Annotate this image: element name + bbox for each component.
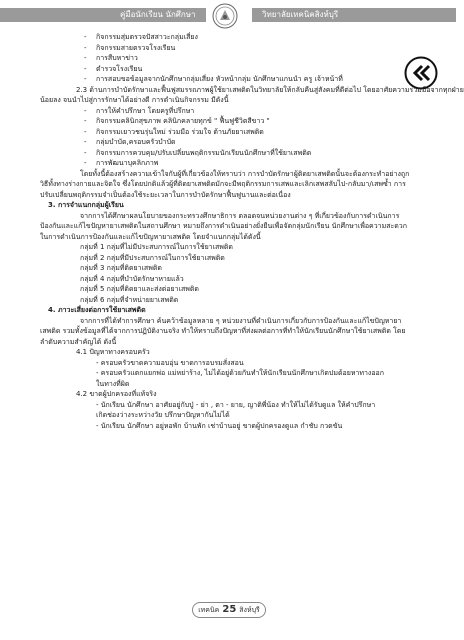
text-line: - กิจกรรมการควบคุม/ปรับเปลี่ยนพฤติกรรมนักเรียนนักศึกษาที่ใช้ยาเสพติด — [40, 148, 412, 159]
header-left-title: คู่มือนักเรียน นักศึกษา — [120, 10, 196, 19]
text-line: 2.3 ด้านการบำบัดรักษาและฟื้นฟูสมรรถภาพผู้ใช้ยาเสพติดในวิทยาลัยให้กลับคืนสู่สังคมที่ดีต่อไป โดยอาศัยความร่วมมือจากทุกฝ่าย — [76, 85, 464, 94]
college-seal-icon — [212, 3, 238, 29]
text-line: - ตำรวจโรงเรียน — [40, 64, 412, 75]
header-right-title: วิทยาลัยเทคนิคสิงห์บุรี — [262, 10, 339, 19]
text-line: ในทางที่ผิด — [96, 379, 130, 388]
text-line: กลุ่มที่ 4 กลุ่มที่บำบัดรักษาหายแล้ว — [80, 274, 184, 283]
text-line: เกิดช่องว่างระหว่างวัย ปรึกษาปัญหากันไม่ได้ — [96, 411, 230, 419]
page-number: 25 — [222, 604, 237, 615]
text-line: - กิจกรรมคลินิกสุขภาพ คลินิกคลายทุกข์ " ฟื้นฟูชีวิตสีขาว " — [40, 116, 412, 127]
text-line: - นักเรียน นักศึกษา อยู่หอพัก บ้านพัก เช่าบ้านอยู่ ขาดผู้ปกครองดูแล กำชับ กวดขัน — [96, 421, 343, 430]
document-body — [40, 32, 464, 431]
text-line: - การสอบขอข้อมูลจากนักศึกษากลุ่มเสี่ยง หัวหน้ากลุ่ม นักศึกษาแกนนำ ครู เจ้าหน้าที่ — [40, 74, 412, 85]
text-line: - กิจกรรมสุ่มตรวจปัสสาวะกลุ่มเสี่ยง — [40, 32, 412, 43]
text-line: - นักเรียน นักศึกษา อาศัยอยู่กับปู่ - ย่า , ตา - ยาย, ญาติพี่น้อง ทำให้ไม่ได้รับดูแล ให้คำปรึกษา — [96, 400, 376, 409]
footer-suffix: สิงห์บุรี — [239, 606, 260, 614]
paragraph: โดยทั้งนี้ต้องสร้างความเข้าใจกับผู้ที่เกี่ยวข้องให้ทราบว่า การบำบัดรักษาผู้ติดยาเสพติดนั้นจะต้องกระทำอย่างถูกวิธีทั้งทางร่างกายและจิตใจ ซึ่งโดยปกติแล้วผู้ที่ติดยาเสพติดมักจะมีพฤติกรรมการเสพและเลิกเสพสลับไป-กลับมา/เสพซ้ำ การปรับเปลี่ยนพฤติกรรมจำเป็นต้องใช้ระยะเวลาในการบำบัดรักษาฟื้นฟูนานและต่อเนื่อง — [40, 169, 410, 199]
text-line: กลุ่มที่ 2 กลุ่มที่มีประสบการณ์ในการใช้ยาเสพติด — [80, 253, 225, 262]
text-line: - กลุ่มบำบัด,ครอบครัวบำบัด — [40, 137, 412, 148]
text-line: กลุ่มที่ 5 กลุ่มที่ติดยาและส่งต่อยาเสพติด — [80, 285, 199, 293]
page-number-badge — [192, 602, 266, 618]
text-line: - ครอบครัวขาดความอบอุ่น ขาดการอบรมสั่งสอน — [96, 358, 244, 367]
text-line: - การพัฒนาบุคลิกภาพ — [40, 158, 412, 169]
section-heading: 4. ภาวะเสี่ยงต่อการใช้ยาเสพติด — [48, 306, 146, 314]
paragraph: จากการที่ได้ทำการศึกษา ค้นคว้าข้อมูลหลาย ๆ หน่วยงานที่ดำเนินการเกี่ยวกับการป้องกันและแก้ไขปัญหายาเสพติด รวมทั้งข้อมูลที่ได้จากการปฏิบัติงานจริง ทำให้ทราบถึงปัญหาที่ส่งผลต่อการที่ทำให้นักเรียนนักศึกษาใช้ยาเสพติด โดยลำดับความสำคัญได้ ดังนี้ — [40, 316, 406, 346]
paragraph: จากการได้ศึกษาผลนโยบายของกระทรวงศึกษาธิการ ตลอดจนหน่วยงานต่าง ๆ ที่เกี่ยวข้องกับการดำเนินการป้องกันและแก้ไขปัญหายาเสพติดในสถานศึกษา หมายถึงการดำเนินอย่างยั่งยืนเพื่อจัดกลุ่มนักเรียน นักศึกษาเพื่อความสะดวกในการดำเนินการป้องกันและแก้ไขปัญหายาเสพติด โดยจำแนกกลุ่มได้ดังนี้ — [40, 211, 407, 241]
text-line: กลุ่มที่ 1 กลุ่มที่ไม่มีประสบการณ์ในการใช้ยาเสพติด — [80, 243, 233, 251]
text-line: กลุ่มที่ 3 กลุ่มที่ติดยาเสพติด — [80, 264, 162, 272]
text-line: 4.1 ปัญหาทางครอบครัว — [76, 348, 150, 356]
text-line: 4.2 ขาดผู้ปกครองที่แท้จริง — [76, 390, 157, 398]
page-header — [0, 0, 456, 28]
text-line: - กิจกรรมเยาวชนรุ่นใหม่ ร่วมมือ ร่วมใจ ต้านภัยยาเสพติด — [40, 127, 412, 138]
text-line: น้อยลง จนนำไปสู่การรักษาได้อย่างดี การดำเนินกิจกรรม มีดังนี้ — [40, 96, 229, 104]
section-heading: 3. การจำแนกกลุ่มผู้เรียน — [48, 201, 124, 209]
text-line: กลุ่มที่ 6 กลุ่มที่จำหน่ายยาเสพติด — [80, 295, 179, 304]
text-line: - การให้คำปรึกษา โดยครูที่ปรึกษา — [40, 106, 412, 117]
text-line: - การสืบหาข่าว — [40, 53, 412, 64]
footer-prefix: เทคนิค — [198, 606, 220, 614]
text-line: - กิจกรรมสายตรวจโรงเรียน — [40, 43, 412, 54]
text-line: - ครอบครัวแตกแยกพ่อ แม่หย่าร้าง, ไม่ได้อยู่ด้วยกันทำให้นักเรียนนักศึกษาเกิดปมด้อยหาทางออก — [96, 369, 384, 377]
